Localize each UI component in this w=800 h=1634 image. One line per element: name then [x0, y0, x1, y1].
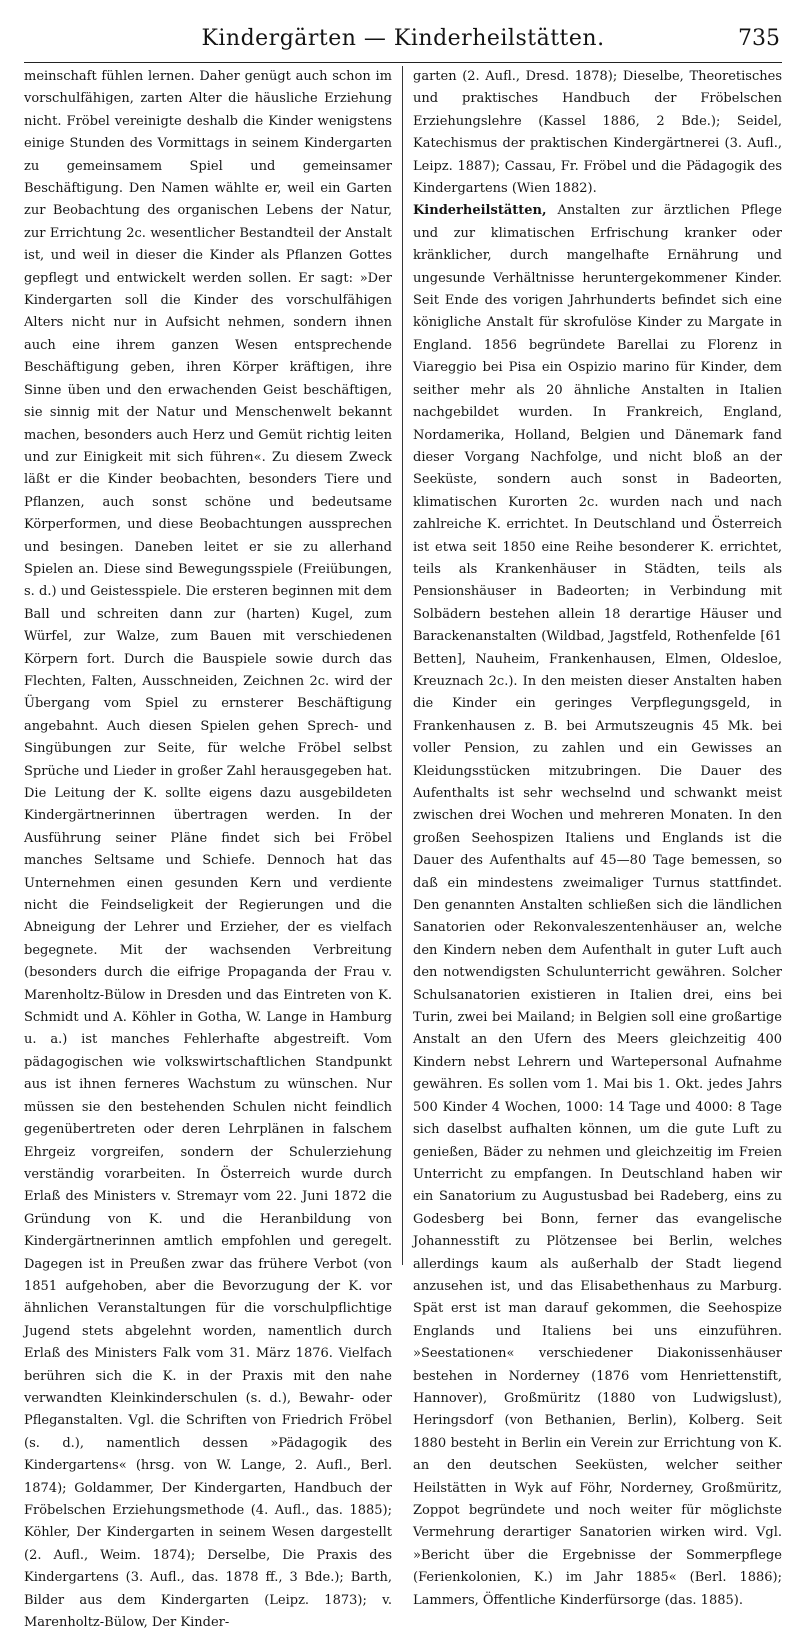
header-rule [24, 62, 782, 63]
text-columns [24, 66, 782, 1631]
page-number: 735 [738, 26, 780, 51]
entry-headword: Kinderheilstätten, [413, 203, 547, 219]
left-column [24, 66, 403, 1631]
kinderheilstaetten-entry [413, 200, 782, 1612]
right-column [403, 66, 782, 1608]
running-head: Kindergärten — Kinderheilstätten. [201, 26, 605, 51]
left-column-text: meinschaft fühlen lernen. Daher genügt auch schon im vorschulfähigen, zarten Alter die häusliche Erziehung nicht. Fröbel vereinigte deshalb die Kinder wenigstens einige Stunden des Vormittags in seinem Kindergarten zu gemeinsamem Spiel und gemeinsamer Beschäftigung. Den Namen wählte er, weil ein Garten zur Beobachtung des organischen Lebens der Natur, zur Errichtung 2c. wesentlicher Bestandteil der Anstalt ist, und weil in dieser die Kinder als Pflanzen Gottes gepflegt und entwickelt werden sollen. Er sagt: »Der Kindergarten soll die Kinder des vorschulfähigen Alters nicht nur in Aufsicht nehmen, sondern ihnen auch eine ihrem ganzen Wesen entsprechende Beschäftigung geben, ihren Körper kräftigen, ihre Sinne üben und den erwachenden Geist beschäftigen, sie sinnig mit der Natur und Menschenwelt bekannt machen, besonders auch Herz und Gemüt richtig leiten und zur Einigkeit mit sich führen«. Zu diesem Zweck läßt er die Kinder beobachten, besonders Tiere und Pflanzen, auch sonst schöne und bedeutsame Körperformen, und diese Beobachtungen aussprechen und besingen. Daneben leitet er sie zu allerhand Spielen an. Diese sind Bewegungsspiele (Freiübungen, s. d.) und Geistesspiele. Die ersteren beginnen mit dem Ball und schreiten dann zur (harten) Kugel, zum Würfel, zur Walze, zum Bauen mit verschiedenen Körpern fort. Durch die Bauspiele sowie durch das Flechten, Falten, Ausschneiden, Zeichnen 2c. wird der Übergang vom Spiel zu ernsterer Beschäftigung angebahnt. Auch diesen Spielen gehen Sprech- und Singübungen zur Seite, für welche Fröbel selbst Sprüche und Lieder in großer Zahl herausgegeben hat. Die Leitung der K. sollte eigens dazu ausgebildeten Kindergärtnerinnen übertragen werden. In der Ausführung seiner Pläne findet sich bei Fröbel manches Seltsame und Schiefe. Dennoch hat das Unternehmen einen gesunden Kern und verdiente nicht die Feindseligkeit der Regierungen und die Abneigung der Lehrer und Erzieher, der es vielfach begegnete. Mit der wachsenden Verbreitung (besonders durch die eifrige Propaganda der Frau v. Marenholtz-Bülow in Dresden und das Eintreten von K. Schmidt und A. Köhler in Gotha, W. Lange in Hamburg u. a.) ist manches Fehlerhafte abgestreift. Vom pädagogischen wie volkswirtschaftlichen Standpunkt aus ist ihnen ferneres Wachstum zu wünschen. Nur müssen sie den bestehenden Schulen nicht feindlich gegenübertreten oder deren Lehrplänen in falschem Ehrgeiz vorgreifen, sondern der Schulerziehung verständig vorarbeiten. In Österreich wurde durch Erlaß des Ministers v. Stremayr vom 22. Juni 1872 die Gründung von K. und die Heranbildung von Kindergärtnerinnen amtlich empfohlen und geregelt. Dagegen ist in Preußen zwar das frühere Verbot (von 1851 aufgehoben, aber die Bevorzugung der K. vor ähnlichen Veranstaltungen für die vorschulpflichtige Jugend stets abgelehnt worden, namentlich durch Erlaß des Ministers Falk vom 31. März 1876. Vielfach berühren sich die K. in der Praxis mit den nahe verwandten Kleinkinderschulen (s. d.), Bewahr- oder Pfleganstalten. Vgl. die Schriften von Friedrich Fröbel (s. d.), namentlich dessen »Pädagogik des Kindergartens« (hrsg. von W. Lange, 2. Aufl., Berl. 1874); Goldammer, Der Kindergarten, Handbuch der Fröbelschen Erziehungsmethode (4. Aufl., das. 1885); Köhler, Der Kindergarten in seinem Wesen dargestellt (2. Aufl., Weim. 1874); Derselbe, Die Praxis des Kindergartens (3. Aufl., das. 1878 ff., 3 Bde.); Barth, Bilder aus dem Kindergarten (Leipz. 1873); v. Marenholtz-Bülow, Der Kinder- [24, 69, 392, 1631]
page-header [24, 26, 782, 58]
entry-body: Anstalten zur ärztlichen Pflege und zur klimatischen Erfrischung kranker oder kränklicher, durch mangelhafte Ernährung und ungesunde Verhältnisse heruntergekommener Kinder. Seit Ende des vorigen Jahrhunderts befindet sich eine königliche Anstalt für skrofulöse Kinder zu Margate in England. 1856 begründete Barellai zu Florenz in Viareggio bei Pisa ein Ospizio marino für Kinder, dem seither mehr als 20 ähnliche Anstalten in Italien nachgebildet wurden. In Frankreich, England, Nordamerika, Holland, Belgien und Dänemark fand dieser Vorgang Nachfolge, und nicht bloß an der Seeküste, sondern auch sonst in Badeorten, klimatischen Kurorten 2c. wurden nach und nach zahlreiche K. errichtet. In Deutschland und Österreich ist etwa seit 1850 eine Reihe besonderer K. errichtet, teils als Krankenhäuser in Städten, teils als Pensionshäuser in Badeorten; in Verbindung mit Solbädern bestehen allein 18 derartige Häuser und Barackenanstalten (Wildbad, Jagstfeld, Rothenfelde [61 Betten], Nauheim, Frankenhausen, Elmen, Oldesloe, Kreuznach 2c.). In den meisten dieser Anstalten haben die Kinder ein geringes Verpflegungsgeld, in Frankenhausen z. B. bei Armutszeugnis 45 Mk. bei voller Pension, zu zahlen und ein Gewisses an Kleidungsstücken mitzubringen. Die Dauer des Aufenthalts ist sehr wechselnd und schwankt meist zwischen drei Wochen und mehreren Monaten. In den großen Seehospizen Italiens und Englands ist die Dauer des Aufenthalts auf 45—80 Tage bemessen, so daß ein mindestens zweimaliger Turnus stattfindet. Den genannten Anstalten schließen sich die ländlichen Sanatorien oder Rekonvaleszentenhäuser an, welche den Kindern neben dem Aufenthalt in guter Luft auch den notwendigsten Schulunterricht gewähren. Solcher Schulsanatorien existieren in Italien drei, eins bei Turin, zwei bei Mailand; in Belgien soll eine großartige Anstalt an den Ufern des Meers gleichzeitig 400 Kindern nebst Lehrern und Wartepersonal Aufnahme gewähren. Es sollen vom 1. Mai bis 1. Okt. jedes Jahrs 500 Kinder 4 Wochen, 1000: 14 Tage und 4000: 8 Tage sich daselbst aufhalten können, um die gute Luft zu genießen, Bäder zu nehmen und gleichzeitig im Freien Unterricht zu empfangen. In Deutschland haben wir ein Sanatorium zu Augustusbad bei Radeberg, eins zu Godesberg bei Bonn, ferner das evangelische Johannesstift zu Plötzensee bei Berlin, welches allerdings kaum als außerhalb der Stadt liegend anzusehen ist, und das Elisabethenhaus zu Marburg. Spät erst ist man darauf gekommen, die Seehospize Englands und Italiens bei uns einzuführen. »Seestationen« verschiedener Diakonissenhäuser bestehen in Norderney (1876 vom Henriettenstift, Hannover), Großmüritz (1880 von Ludwigslust), Heringsdorf (von Bethanien, Berlin), Kolberg. Seit 1880 besteht in Berlin ein Verein zur Errichtung von K. an den deutschen Seeküsten, welcher seither Heilstätten in Wyk auf Föhr, Norderney, Großmüritz, Zoppot begründete und noch weiter für möglichste Vermehrung derartiger Sanatorien wirken wird. Vgl. »Bericht über die Ergebnisse der Sommerpflege (Ferienkolonien, K.) im Jahr 1885« (Berl. 1886); Lammers, Öffentliche Kinderfürsorge (das. 1885). [413, 203, 782, 1608]
right-column-intro: garten (2. Aufl., Dresd. 1878); Dieselbe, Theoretisches und praktisches Handbuch der Fröbelschen Erziehungslehre (Kassel 1886, 2 Bde.); Seidel, Katechismus der praktischen Kindergärtnerei (3. Aufl., Leipz. 1887); Cassau, Fr. Fröbel und die Pädagogik des Kindergartens (Wien 1882). [413, 69, 782, 197]
